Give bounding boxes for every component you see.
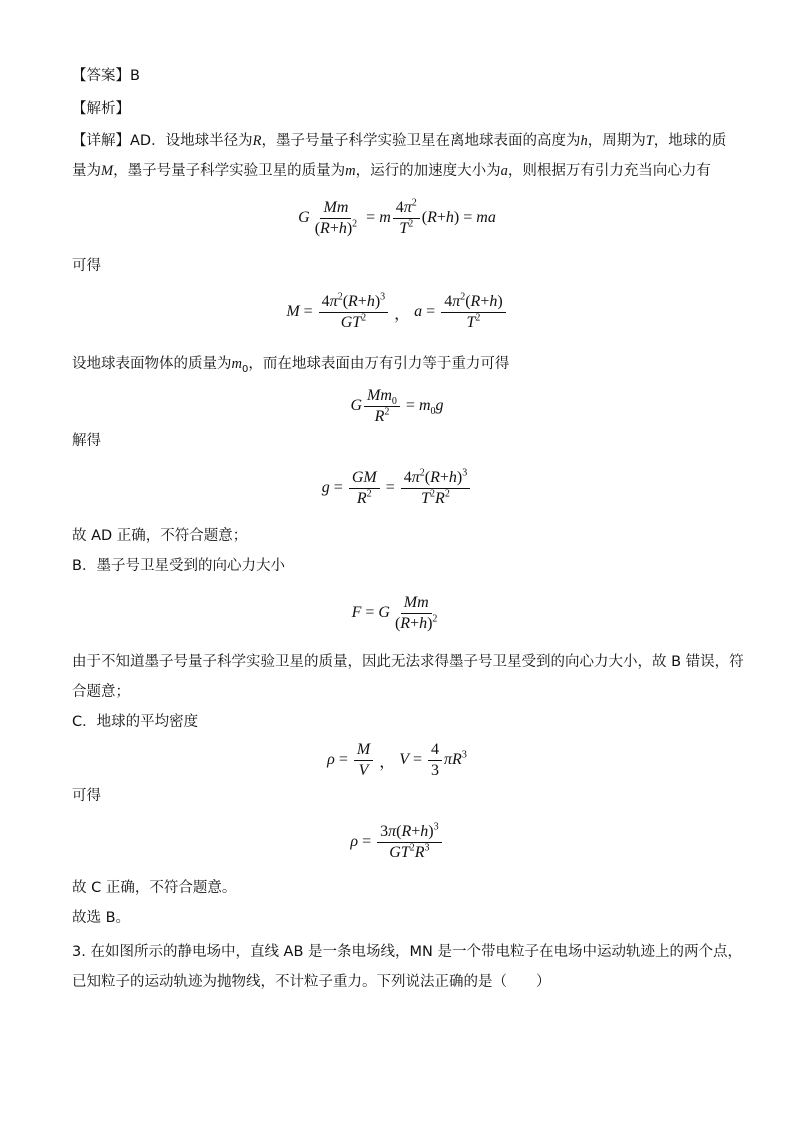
var-T: T	[645, 133, 654, 149]
text-kede-2: 可得	[72, 788, 101, 804]
text-segment: ，墨子号量子科学实验卫星在离地球表面的高度为	[261, 133, 581, 149]
text-surface-mass	[72, 354, 509, 374]
equation-density-result: ρ = $\frac{3\pi(R+h)^3}{GT^2R^3}$	[0, 819, 794, 865]
var-m: m	[345, 163, 356, 179]
text-ad-correct: 故 AD 正确，不符合题意；	[72, 528, 248, 544]
text-segment: 设地球表面物体的质量为	[72, 356, 232, 372]
text-choose-b: 故选 B。	[72, 910, 131, 926]
question-3-line1: 3. 在如图所示的静电场中，直线 AB 是一条电场线，MN 是一个带电粒子在电场中运动轨迹上的两个点，	[72, 944, 742, 960]
text-segment: 量为	[72, 163, 101, 179]
answer-label: 【答案】B	[72, 68, 140, 84]
text-b-heading: B．墨子号卫星受到的向心力大小	[72, 558, 285, 574]
text-segment: ，运行的加速度大小为	[355, 163, 501, 179]
equation-g: g = $\frac{GM}{R^2}$ = $\frac{4\pi^2(R+h)^3}{T^2R^2}$	[0, 465, 794, 511]
text-segment: ，墨子号量子科学实验卫星的质量为	[113, 163, 346, 179]
text-c-correct: 故 C 正确，不符合题意。	[72, 880, 237, 896]
paragraph-ad-line2	[72, 161, 711, 181]
text-segment: 【详解】AD．设地球半径为	[72, 133, 253, 149]
text-segment: ，则根据万有引力充当向心力有	[507, 163, 711, 179]
var-a: a	[500, 163, 508, 179]
var-R: R	[252, 133, 262, 149]
text-b-conclusion-line1: 由于不知道墨子号量子科学实验卫星的质量，因此无法求得墨子号卫星受到的向心力大小，故 B 错误，符	[72, 654, 744, 670]
text-b-conclusion-line2: 合题意；	[72, 684, 130, 700]
question-3-line2: 已知粒子的运动轨迹为抛物线，不计粒子重力。下列说法正确的是（ ）	[72, 974, 551, 990]
equation-mass-acceleration: M = $\frac{4\pi^2(R+h)^3}{GT^2}$ ， a = $\frac{4\pi^2(R+h)}{T^2}$	[0, 290, 794, 334]
var-M: M	[101, 163, 114, 179]
analysis-label: 【解析】	[72, 101, 130, 117]
equation-density-volume: ρ = $\frac{M}{V}$ ， V = $\frac{4}{3}$ $\pi R^3$	[327, 740, 467, 779]
var-m0: m	[231, 356, 242, 372]
text-segment: ，地球的质	[653, 133, 727, 149]
text-jiede: 解得	[72, 433, 101, 449]
text-kede-1: 可得	[72, 258, 101, 274]
equation-surface-gravity: G $\frac{Mm_0}{R^2}$ = $m_0g$	[350, 386, 444, 425]
equation-centripetal-force: F = G $\frac{Mm}{(R+h)^2}$	[351, 593, 438, 632]
text-segment: ，而在地球表面由万有引力等于重力可得	[248, 356, 510, 372]
subscript: 0	[241, 363, 249, 375]
equation-gravity-centripetal: G $\frac{Mm}{(R+h)^2}$ = m $\frac{4\pi^2}{T^2}$ ( R + h ) = ma	[298, 197, 496, 237]
paragraph-ad-line1	[72, 131, 726, 151]
text-segment: ，周期为	[587, 133, 646, 149]
text-c-heading: C．地球的平均密度	[72, 714, 199, 730]
var-h: h	[580, 133, 588, 149]
